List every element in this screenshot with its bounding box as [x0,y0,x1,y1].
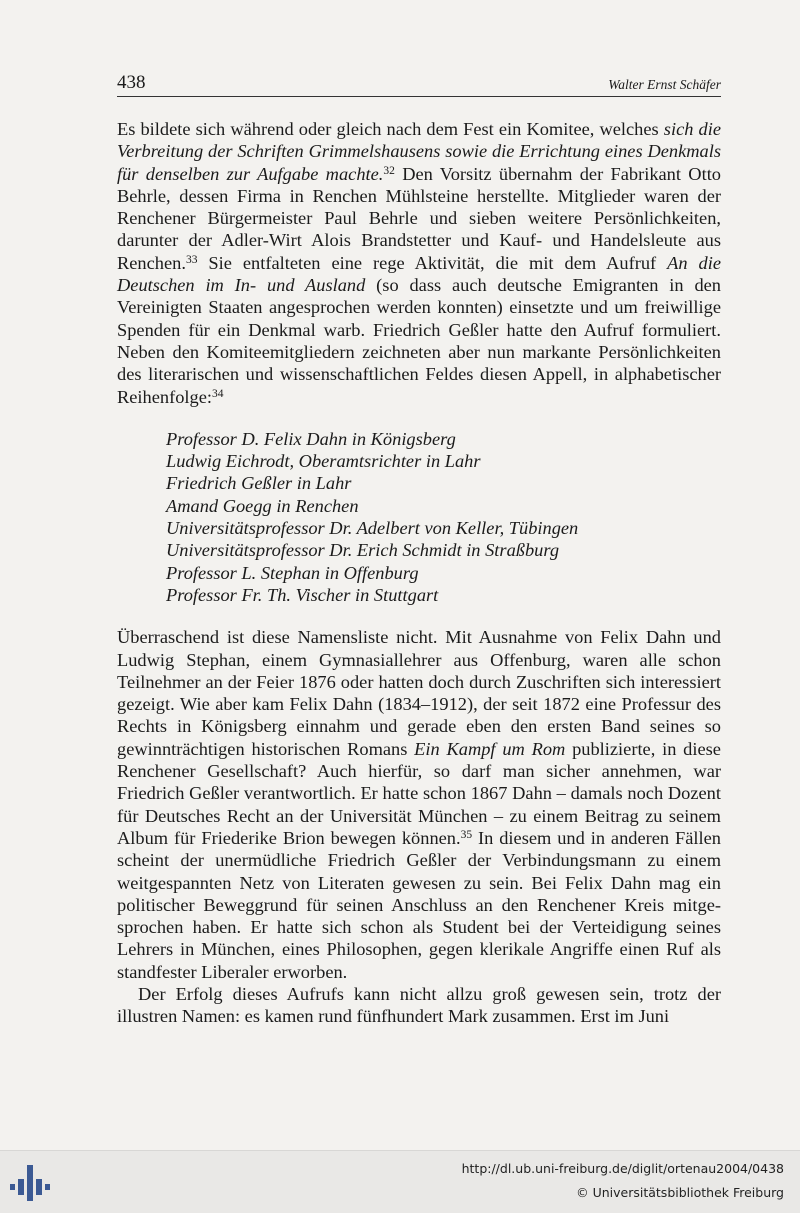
signatory-list [166,428,721,606]
page-header [117,72,721,97]
list-item: Friedrich Geßler in Lahr [166,473,352,494]
list-item: Professor L. Stephan in Offenburg [166,562,419,583]
footnote-ref-35: 35 [460,828,473,841]
body-text [117,118,721,1028]
quoted-purpose: sich die Verbreitung der Schriften Grimmelshausens sowie die Errichtung eines Denkmals für denselben zur Aufgabe machte. [117,119,721,184]
copyright-notice: © Universitätsbibliothek Freiburg [576,1185,784,1200]
running-head: Walter Ernst Schäfer [608,77,721,92]
list-item: Ludwig Eichrodt, Oberamtsrichter in Lahr [166,451,481,472]
paragraph-2: Überraschend ist diese Namensliste nicht. Mit Ausnahme von Felix Dahn und Ludwig Stephan, einem Gymnasiallehrer aus Offenburg, waren alle schon Teilnehmer an der Feier 1876 oder hatten doch durch Zuschriften sich interessiert gezeigt. Wie aber kam Felix Dahn (1834–1912), der seit 1872 eine Professur des Rechts in Königsberg einnahm und gerade eben den ersten Band seines so gewinnträchtigen historischen Romans Ein Kampf um Rom publizierte, in diese Renchener Gesellschaft? Auch hierfür, so darf man sicher annehmen, war Friedrich Geßler verantwortlich. Er hatte schon 1867 Dahn – damals noch Dozent für Deutsches Recht an der Universität München – zu einem Beitrag zu seinem Album für Friederike Brion bewegen können.$^{35}$ In diesem und in anderen Fällen scheint der unermüdliche Friedrich Geßler der Verbindungsmann zu einem weitgespannten Netz von Literaten gewesen zu sein. Bei Felix Dahn mag ein politischer Beweggrund für seinen Anschluss an den Renchener Kreis mitgesprochen haben. Er hatte sich schon als Student bei der Verteidigung seines Lehrers in München, eines Philosophen, gegen klerikale Angriffe einen Ruf als standfester Liberaler erworben. [117,627,721,982]
footnote-ref-33: 33 [185,253,198,266]
list-item: Amand Goegg in Renchen [166,495,359,516]
library-footer [0,1150,800,1213]
paragraph-1: Es bildete sich während oder gleich nach dem Fest ein Komitee, welches sich die Verbreitung der Schriften Grimmelshausens sowie die Errichtung eines Denkmals für denselben zur Aufgabe machte.$^{32}$ Den Vorsitz übernahm der Fabrikant Otto Behrle, dessen Firma in Renchen Mühlsteine herstellte. Mitglieder waren der Renchener Bürgermeister Paul Behrle und sieben weitere Persönlichkeiten, darunter der Adler-Wirt Alois Brandstetter und Kauf- und Handelsleute aus Renchen.$^{33}$ Sie entfalteten eine rege Aktivität, die mit dem Aufruf An die Deutschen im In- und Ausland (so dass auch deutsche Emigranten in den Vereinigten Staaten angesprochen werden konnten) einsetzte und um freiwillige Spenden für ein Denkmal warb. Friedrich Geßler hatte den Aufruf formuliert. Neben den Komiteemitgliedern zeichneten aber nun markante Persönlichkeiten des literarischen und wissenschaftlichen Feldes diesen Appell, in alphabetischer Reihenfolge:$^{34}$ [117,119,721,407]
list-item: Professor D. Felix Dahn in Königsberg [166,428,456,449]
permalink-url[interactable]: http://dl.ub.uni-freiburg.de/diglit/ortenau2004/0438 [461,1161,784,1176]
novel-title: Ein Kampf um Rom [414,738,566,759]
footnote-ref-32: 32 [383,164,395,177]
paragraph-3: Der Erfolg dieses Aufrufs kann nicht allzu groß gewesen sein, trotz der illustren Namen: es kamen rund fünfhundert Mark zusammen. Erst im Juni [117,983,721,1027]
page-number: 438 [117,72,146,93]
list-item: Universitätsprofessor Dr. Adelbert von Keller, Tübingen [166,518,579,539]
list-item: Professor Fr. Th. Vischer in Stuttgart [166,584,439,605]
list-item: Universitätsprofessor Dr. Erich Schmidt in Straßburg [166,540,560,561]
footnote-ref-34: 34 [212,387,224,400]
library-logo-icon [10,1165,50,1201]
appeal-title: An die Deutschen im In- und Ausland [117,252,721,296]
